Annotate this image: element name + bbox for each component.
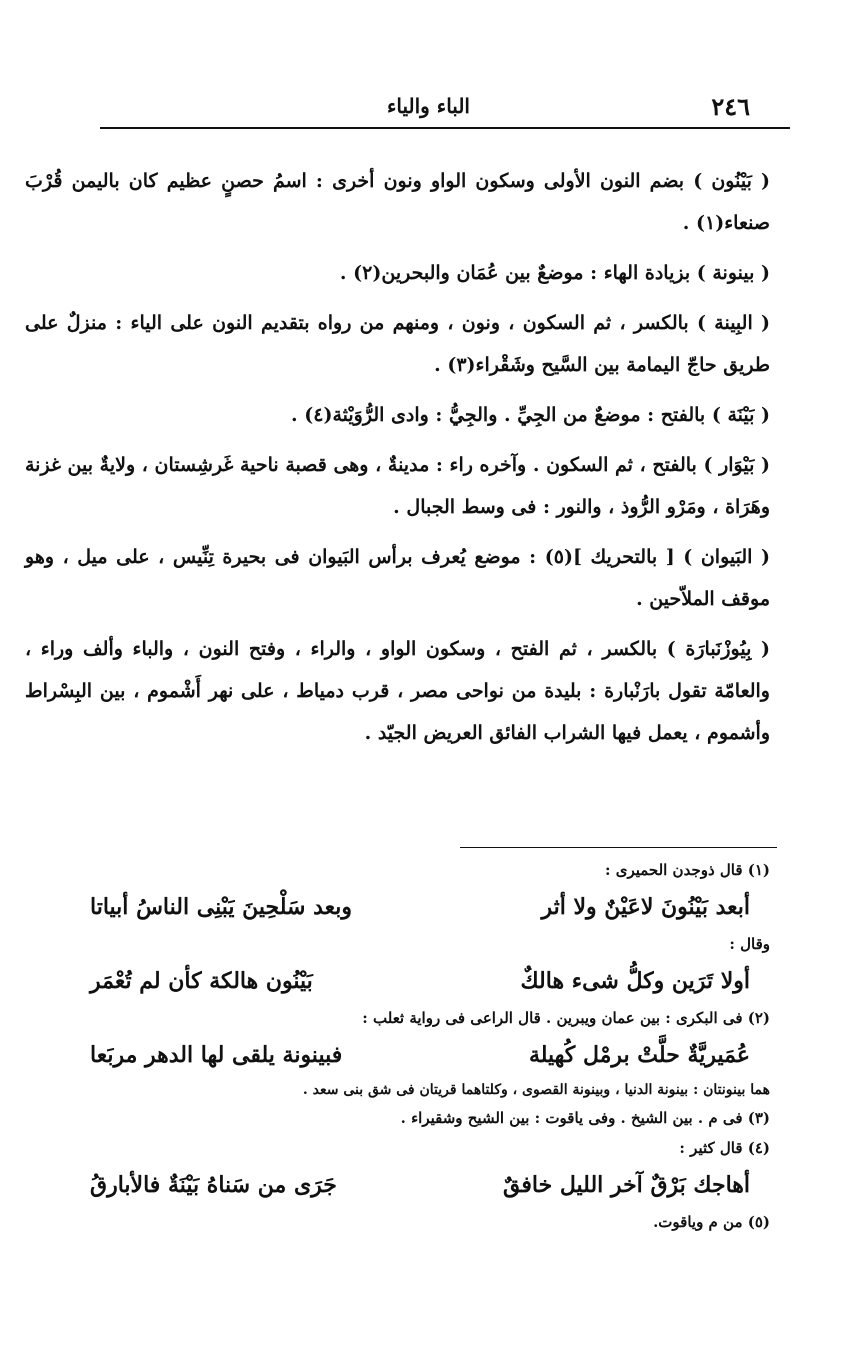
entry-baynuna: ( بينونة ) بزيادة الهاء : موضعٌ بين عُمَان والبحرين(٢) . xyxy=(339,262,770,284)
entry-baywar: ( بَيْوَار ) بالفتح ، ثم السكون . وآخره راء : مدينةٌ ، وهى قصبة ناحية غَرشِستان ، ولايةٌ بين غزنة وهَرَاة ، ومَرْو الرُّوذ ، والنور : فى وسط الجبال . xyxy=(25,454,770,518)
footnote-2-verse xyxy=(80,1033,770,1077)
footnote-1-intro: (١) قال ذوجدن الحميرى : xyxy=(604,861,770,879)
footnote-4-intro: (٤) قال كثير : xyxy=(679,1139,770,1157)
footnote-2-intro: (٢) فى البكرى : بين عمان ويبرين . قال الراعى فى رواية ثعلب : xyxy=(362,1009,770,1027)
main-text xyxy=(25,160,770,762)
entry-albaywan: ( البَيوان ) [ بالتحريك ](٥) : موضع يُعرف برأس البَيوان فى بحيرة تِنِّيس ، على ميل ، وهو موقف الملاّحين . xyxy=(25,546,770,610)
footnote-2-note: هما بينونتان : بينونة الدنيا ، وبينونة القصوى ، وكلتاهما قريتان فى شق بنى سعد . xyxy=(302,1082,770,1098)
footnote-1-and-said: وقال : xyxy=(729,935,770,953)
footnote-5: (٥) من م وياقوت. xyxy=(653,1213,770,1231)
verse-hemistich-second: بَيْنُون هالكة كأن لم تُعْمَر xyxy=(90,968,313,994)
footnote-1-verse-1 xyxy=(80,885,770,929)
verse-hemistich-first: أولا تَرَين وكلُّ شىء هالكٌ xyxy=(520,968,750,994)
running-title: الباء والياء xyxy=(387,94,470,118)
footnote-4-verse xyxy=(80,1163,770,1207)
entry-baynun: ( بَيْنُون ) بضم النون الأولى وسكون الواو ونون أخرى : اسمُ حصنٍ عظيم كان باليمن قُرْبَ صنعاء(١) . xyxy=(25,170,770,234)
footnote-divider xyxy=(460,847,777,848)
verse-hemistich-first: عُمَيريَّةٌ حلَّتْ برمْل كُهيلة xyxy=(528,1042,750,1068)
footnotes xyxy=(80,855,770,1237)
verse-hemistich-first: أبعد بَيْنُونَ لاعَيْنٌ ولا أثر xyxy=(541,894,750,920)
header-divider xyxy=(100,127,790,129)
footnote-3: (٣) فى م . بين الشيخ . وفى ياقوت : بين الشيح وشقيراء . xyxy=(400,1109,770,1127)
entry-bayna: ( بَيْنَة ) بالفتح : موضعٌ من الجِيِّ . والجِيُّ : وادى الرُّوَيْثة(٤) . xyxy=(291,404,770,426)
verse-hemistich-second: جَرَى من سَناهُ بَيْنَةٌ فالأبارقُ xyxy=(90,1172,337,1198)
verse-hemistich-second: وبعد سَلْحِينَ يَبْنِى الناسُ أبياتا xyxy=(90,894,353,920)
footnote-1-verse-2 xyxy=(80,959,770,1003)
page-number: ٢٤٦ xyxy=(711,92,750,121)
verse-hemistich-first: أهاجك بَرْقٌ آخر الليل خافقٌ xyxy=(503,1172,750,1198)
page-header xyxy=(100,92,790,128)
verse-hemistich-second: فبينونة يلقى لها الدهر مربَعا xyxy=(90,1042,343,1068)
entry-biyuznabara: ( بِيُوزْنَبارَة ) بالكسر ، ثم الفتح ، وسكون الواو ، والراء ، وفتح النون ، والباء وألف وراء ، والعامّة تقول بارَنْبارة : بليدة من نواحى مصر ، قرب دمياط ، على نهر أَشْموم ، بين البِسْراط وأشموم ، يعمل فيها الشراب الفائق العريض الجيّد . xyxy=(25,638,770,744)
entry-albina: ( البِينة ) بالكسر ، ثم السكون ، ونون ، ومنهم من رواه بتقديم النون على الياء : منزلٌ على طريق حاجّ اليمامة بين السَّيح وشَقْراء(٣) . xyxy=(25,312,770,376)
